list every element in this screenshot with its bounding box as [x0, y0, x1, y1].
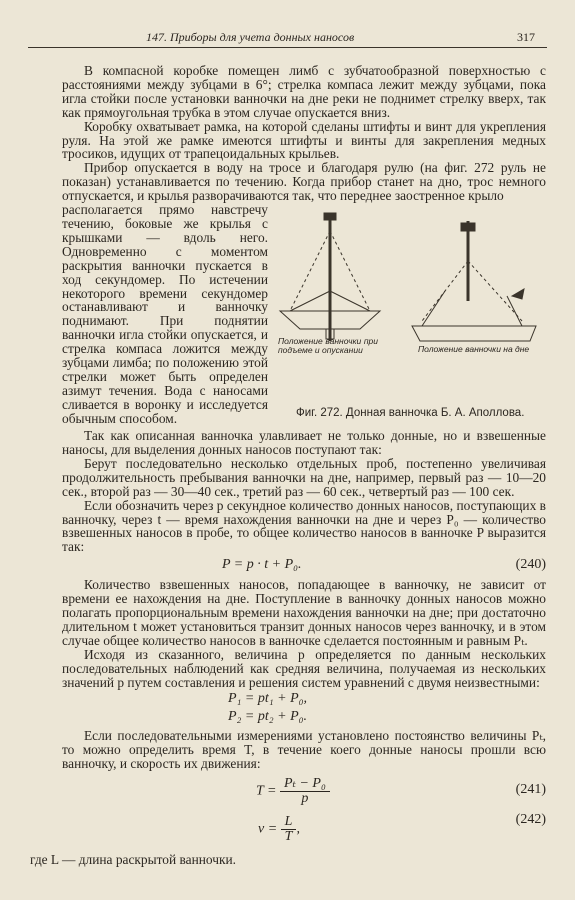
fraction-numerator: L [281, 815, 297, 830]
paragraph: Если последовательными измерениями установлено постоянство величины Pₜ, то можно определить время T, в течение коего донные наносы прошли всю ванночку, и скорость их движения: [62, 728, 546, 772]
paragraph: Так как описанная ванночка улавливает не только донные, но и взвешенные наносы, для выделения донных наносов поступают так: [62, 428, 546, 457]
paragraph: В компасной коробке помещен лимб с зубчатообразной поверхностью с расстояниями между зубцами в 6°; стрелка компаса лежит между зубцами, пока игла стойки после установки ванночки на дне реки не поднимет стрелку вверх, так как прямоугольная трубка в этом случае опускается вниз. [62, 63, 546, 120]
formula-lhs: v = [258, 821, 278, 837]
paragraph: Прибор опускается в воду на тросе и благодаря рулю (на фиг. 272 руль не показан) устанавливается по течению. Когда прибор станет на дно, трос немного отпускается, и крылья разворачиваются так, что переднее заостренное крыло [62, 160, 546, 204]
equation-number: (242) [515, 812, 546, 828]
figure-label-right: Положение ванночки на дне [418, 344, 530, 355]
header-title: 147. Приборы для учета донных наносов [146, 30, 355, 44]
formula-242 [62, 813, 546, 851]
paragraph: где L — длина раскрытой ванночки. [30, 852, 237, 868]
running-header [28, 30, 547, 48]
equation-line: P₁ = pt₁ + P₀, [228, 691, 307, 707]
paragraph: Количество взвешенных наносов, попадающее в ванночку, не зависит от времени ее нахождения на дне. Поступление в ванночку донных наносов можно полагать пропорциональным времени нахождения ванночки на дне; при достаточно длительном t может установиться транзит донных наносов через ванночку, и в этом случае общее количество наносов в ванночке сделается постоянным и равным Pₜ. [62, 577, 546, 648]
equation-number: (240) [515, 557, 546, 573]
formula-tail: , [296, 821, 300, 837]
paragraph: Берут последовательно несколько отдельных проб, постепенно увеличивая продолжительность пребывания ванночки на дне, например, первый раз — 10—20 сек., второй раз — 30—40 сек., третий раз — 60 сек., четвертый раз — 100 сек. [62, 455, 546, 499]
fraction-denominator: T [284, 829, 293, 845]
formula-expression [258, 815, 300, 844]
fraction [281, 815, 297, 844]
formula-lhs: T = [256, 783, 277, 799]
page-body [30, 63, 546, 868]
formula-expression: P = p · t + P₀. [222, 557, 302, 573]
text-with-figure [62, 203, 546, 429]
equation-line: P₂ = pt₂ + P₀. [228, 709, 307, 725]
figure-272 [272, 211, 546, 421]
figure-label-left: Положение ванночки при подъеме и опускании [278, 336, 378, 356]
paragraph: Коробку охватывает рамка, на которой сделаны штифты и винт для укрепления руля. На этой же рамке имеются штифты и винты для закрепления медных тросиков, идущих от трапецоидальных крыльев. [62, 118, 546, 162]
bottom-trap-drawing [272, 211, 546, 381]
formula-expression [256, 777, 330, 806]
equation-system [62, 689, 546, 729]
page-number: 317 [517, 30, 535, 44]
formula-240 [62, 556, 546, 576]
equation-number: (241) [515, 782, 546, 798]
paragraph-wrapped: располагается прямо навстречу течению, боковые же крылья с крышками — вдоль него. Одновременно с моментом раскрытия ванночки пускается в ход секундомер. По истечении некоторого времени секундомер останавливают и ванночку поднимают. При поднятии ванночки игла стойки опускается, и стрелка компаса ложится между зубцами лимба; по положению этой стрелки может быть определен азимут течения. Вода с наносами сливается в воронку и исследуется обычным способом. [62, 202, 268, 426]
paragraph: Исходя из сказанного, величина p определяется по данным нескольких последовательных наблюдений как средняя величина, получаемая из нескольких значений p путем составления и решения систем уравнений с двумя неизвестными: [62, 646, 546, 690]
paragraph: Если обозначить через p секундное количество донных наносов, поступающих в ванночку, через t — время нахождения ванночки на дне и через P₀ — количество взвешенных наносов в пробе, то общее количество наносов в ванночке P выразится так: [62, 497, 546, 555]
fraction-denominator: p [301, 791, 309, 807]
fraction [280, 777, 330, 806]
formula-241 [62, 773, 546, 811]
fraction-numerator: Pₜ − P₀ [280, 777, 330, 792]
figure-caption: Фиг. 272. Донная ванночка Б. А. Аполлова. [296, 407, 525, 420]
